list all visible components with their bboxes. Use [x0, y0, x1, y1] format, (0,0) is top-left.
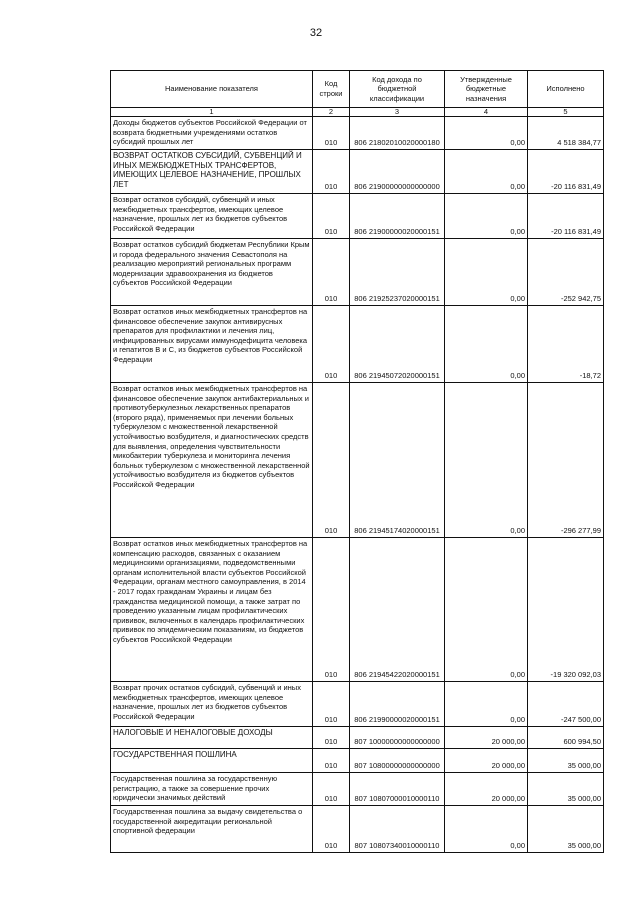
- row-name: ВОЗВРАТ ОСТАТКОВ СУБСИДИЙ, СУБВЕНЦИЙ И ИНЫХ МЕЖБЮДЖЕТНЫХ ТРАНСФЕРТОВ, ИМЕЮЩИХ ЦЕЛЕВОЕ НАЗНАЧЕНИЕ, ПРОШЛЫХ ЛЕТ: [111, 150, 313, 194]
- row-executed: 600 994,50: [528, 727, 604, 749]
- row-executed: -20 116 831,49: [528, 194, 604, 239]
- table-row: [111, 194, 604, 239]
- row-executed: 35 000,00: [528, 773, 604, 806]
- row-line: 010: [313, 194, 350, 239]
- row-approved: 20 000,00: [445, 773, 528, 806]
- header-name: Наименование показателя: [111, 71, 313, 108]
- row-approved: 20 000,00: [445, 749, 528, 773]
- table-row: [111, 749, 604, 773]
- index-cell: 2: [313, 108, 350, 117]
- row-line: 010: [313, 727, 350, 749]
- row-approved: 20 000,00: [445, 727, 528, 749]
- row-code: 806 21900000020000151: [350, 194, 445, 239]
- row-name: Возврат остатков иных межбюджетных трансфертов на финансовое обеспечение закупок антивирусных препаратов для профилактики и лечения лиц, инфицированных вирусами иммунодефицита человека и гепатитов В и С, из бюджетов субъектов Российской Федерации: [111, 306, 313, 383]
- row-name: Государственная пошлина за выдачу свидетельства о государственной аккредитации региональной спортивной федерации: [111, 806, 313, 853]
- row-code: 806 21945174020000151: [350, 383, 445, 538]
- table-row: [111, 682, 604, 727]
- row-approved: 0,00: [445, 682, 528, 727]
- table-row: [111, 383, 604, 538]
- row-executed: -18,72: [528, 306, 604, 383]
- row-name: Доходы бюджетов субъектов Российской Федерации от возврата бюджетными учреждениями остатков субсидий прошлых лет: [111, 117, 313, 150]
- header-row: [111, 71, 604, 108]
- row-executed: -19 320 092,03: [528, 538, 604, 682]
- table-row: [111, 538, 604, 682]
- index-cell: 4: [445, 108, 528, 117]
- row-code: 806 21945422020000151: [350, 538, 445, 682]
- row-code: 806 21945072020000151: [350, 306, 445, 383]
- row-code: 807 10807340010000110: [350, 806, 445, 853]
- page-number: 32: [309, 27, 323, 39]
- index-cell: 5: [528, 108, 604, 117]
- row-code: 806 21802010020000180: [350, 117, 445, 150]
- row-executed: -252 942,75: [528, 239, 604, 306]
- header-executed: Исполнено: [528, 71, 604, 108]
- table-row: [111, 727, 604, 749]
- row-executed: -296 277,99: [528, 383, 604, 538]
- row-line: 010: [313, 749, 350, 773]
- header-code: Код дохода по бюджетной классификации: [350, 71, 445, 108]
- row-approved: 0,00: [445, 383, 528, 538]
- row-approved: 0,00: [445, 194, 528, 239]
- row-code: 806 21990000020000151: [350, 682, 445, 727]
- row-line: 010: [313, 150, 350, 194]
- table-row: [111, 773, 604, 806]
- table-row: [111, 150, 604, 194]
- row-line: 010: [313, 773, 350, 806]
- header-line: Код строки: [313, 71, 350, 108]
- row-approved: 0,00: [445, 150, 528, 194]
- row-name: Возврат остатков иных межбюджетных трансфертов на финансовое обеспечение закупок антибактериальных и противотуберкулезных лекарственных препаратов (второго ряда), применяемых при лечении больных туберкулезом с множественной лекарственной устойчивостью возбудителя, и диагностических средств для выявления, определения чувствительности микобактерии туберкулеза и мониторинга лечения больных туберкулезом с множественной лекарственной устойчивостью возбудителя из бюджетов субъектов Российской Федерации: [111, 383, 313, 538]
- row-code: 807 10807000010000110: [350, 773, 445, 806]
- row-name: НАЛОГОВЫЕ И НЕНАЛОГОВЫЕ ДОХОДЫ: [111, 727, 313, 749]
- row-name: ГОСУДАРСТВЕННАЯ ПОШЛИНА: [111, 749, 313, 773]
- index-cell: 3: [350, 108, 445, 117]
- row-code: 807 10800000000000000: [350, 749, 445, 773]
- row-executed: 35 000,00: [528, 749, 604, 773]
- row-line: 010: [313, 538, 350, 682]
- row-line: 010: [313, 117, 350, 150]
- index-cell: 1: [111, 108, 313, 117]
- row-name: Возврат остатков субсидий бюджетам Республики Крым и города федерального значения Севастополя на реализацию мероприятий региональных программ модернизации здравоохранения из бюджетов субъектов Российской Федерации: [111, 239, 313, 306]
- row-code: 807 10000000000000000: [350, 727, 445, 749]
- row-line: 010: [313, 239, 350, 306]
- row-executed: 4 518 384,77: [528, 117, 604, 150]
- row-executed: -20 116 831,49: [528, 150, 604, 194]
- row-name: Государственная пошлина за государственную регистрацию, а также за совершение прочих юридически значимых действий: [111, 773, 313, 806]
- header-approved: Утвержденные бюджетные назначения: [445, 71, 528, 108]
- table-row: [111, 117, 604, 150]
- row-name: Возврат остатков субсидий, субвенций и иных межбюджетных трансфертов, имеющих целевое назначение, прошлых лет из бюджетов субъектов Российской Федерации: [111, 194, 313, 239]
- row-name: Возврат остатков иных межбюджетных трансфертов на компенсацию расходов, связанных с оказанием медицинскими организациями, подведомственными органам исполнительной власти субъектов Российской Федерации, органам местного самоуправления, в 2014 - 2017 годах гражданам Украины и лицам без гражданства медицинской помощи, а также затрат по проведению указанным лицам профилактических прививок, включенных в календарь профилактических прививок по эпидемическим показаниям, из бюджетов субъектов Российской Федерации: [111, 538, 313, 682]
- table-row: [111, 806, 604, 853]
- row-approved: 0,00: [445, 806, 528, 853]
- row-line: 010: [313, 682, 350, 727]
- table-row: [111, 239, 604, 306]
- row-approved: 0,00: [445, 538, 528, 682]
- row-approved: 0,00: [445, 117, 528, 150]
- row-line: 010: [313, 306, 350, 383]
- row-approved: 0,00: [445, 239, 528, 306]
- budget-table: [110, 70, 604, 853]
- row-line: 010: [313, 383, 350, 538]
- row-name: Возврат прочих остатков субсидий, субвенций и иных межбюджетных трансфертов, имеющих целевое назначение, прошлых лет из бюджетов субъектов Российской Федерации: [111, 682, 313, 727]
- row-code: 806 21925237020000151: [350, 239, 445, 306]
- table-row: [111, 306, 604, 383]
- row-line: 010: [313, 806, 350, 853]
- index-row: [111, 108, 604, 117]
- row-executed: 35 000,00: [528, 806, 604, 853]
- row-executed: -247 500,00: [528, 682, 604, 727]
- row-code: 806 21900000000000000: [350, 150, 445, 194]
- row-approved: 0,00: [445, 306, 528, 383]
